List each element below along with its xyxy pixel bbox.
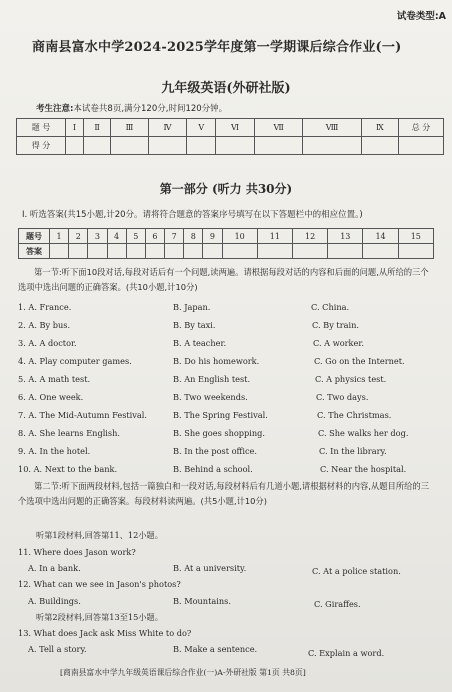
option-b[interactable]: B. At a university. bbox=[173, 563, 247, 573]
option-b[interactable]: B. The Spring Festival. bbox=[173, 410, 268, 420]
option-b[interactable]: B. In the post office. bbox=[173, 446, 258, 456]
score-cell[interactable] bbox=[399, 137, 444, 155]
option-c[interactable]: C. At a police station. bbox=[312, 566, 401, 576]
option-c[interactable]: C. Giraffes. bbox=[314, 599, 361, 609]
material-2-note: 听第2段材料,回答第13至15小题。 bbox=[36, 612, 163, 622]
answer-cell[interactable] bbox=[145, 244, 164, 259]
question-row bbox=[18, 446, 438, 466]
answer-cell[interactable] bbox=[398, 244, 433, 259]
notice bbox=[36, 102, 227, 114]
option-c[interactable]: C. A physics test. bbox=[315, 374, 387, 384]
answer-row-label: 答案 bbox=[19, 244, 50, 259]
score-cell[interactable] bbox=[254, 137, 302, 155]
question-11-stem: 11. Where does Jason work? bbox=[18, 547, 136, 557]
part-title: 第一部分 (听力 共30分) bbox=[159, 182, 293, 196]
option-b[interactable]: B. By taxi. bbox=[173, 320, 216, 330]
option-c[interactable]: C. The Christmas. bbox=[317, 410, 392, 420]
score-header-cell: Ⅳ bbox=[148, 119, 187, 137]
score-cell[interactable] bbox=[303, 137, 361, 155]
answer-cell[interactable] bbox=[257, 244, 292, 259]
option-b[interactable]: B. Japan. bbox=[173, 302, 211, 312]
option-b[interactable]: B. Two weekends. bbox=[173, 392, 248, 402]
answer-number: 8 bbox=[184, 229, 203, 244]
option-c[interactable]: C. China. bbox=[311, 302, 350, 312]
option-a[interactable]: 7. A. The Mid-Autumn Festival. bbox=[18, 410, 148, 420]
part1-instruction: 第一节:听下面10段对话,每段对话后有一个问题,读两遍。请根据每段对话的内容和后面的问题,从所给的三个选项中选出问题的正确答案。(共10小题,计10分) bbox=[18, 267, 429, 292]
answer-number: 14 bbox=[363, 229, 398, 244]
answer-cell[interactable] bbox=[222, 244, 257, 259]
answer-cell[interactable] bbox=[184, 244, 203, 259]
question-row bbox=[18, 374, 438, 394]
option-a[interactable]: A. In a bank. bbox=[28, 563, 81, 573]
answer-number: 15 bbox=[398, 229, 433, 244]
answer-number: 11 bbox=[257, 229, 292, 244]
option-b[interactable]: B. A teacher. bbox=[173, 338, 227, 348]
score-header-cell: 总 分 bbox=[399, 119, 444, 137]
answer-cell[interactable] bbox=[203, 244, 222, 259]
score-value-row bbox=[17, 137, 444, 155]
answer-cell[interactable] bbox=[165, 244, 184, 259]
answer-number: 1 bbox=[50, 229, 69, 244]
score-header-cell: 题 号 bbox=[17, 119, 66, 137]
option-c[interactable]: C. Go on the Internet. bbox=[314, 356, 405, 366]
answer-cell[interactable] bbox=[363, 244, 398, 259]
exam-type-label: 试卷类型:A bbox=[396, 11, 446, 22]
score-header-cell: Ⅶ bbox=[254, 119, 302, 137]
score-row-label: 得 分 bbox=[17, 137, 66, 155]
option-a[interactable]: 6. A. One week. bbox=[18, 392, 84, 402]
answer-number: 12 bbox=[292, 229, 327, 244]
score-header-cell: Ⅴ bbox=[187, 119, 216, 137]
question-row bbox=[18, 302, 438, 322]
score-header-cell: Ⅲ bbox=[111, 119, 148, 137]
answer-number: 4 bbox=[107, 229, 126, 244]
answer-number: 7 bbox=[165, 229, 184, 244]
answer-cell[interactable] bbox=[292, 244, 327, 259]
option-b[interactable]: B. Mountains. bbox=[173, 596, 231, 606]
part2-instruction: 第二节:听下面两段材料,包括一篇独白和一段对话,每段材料后有几道小题,请根据材料的内容,从题目所给的三个选项中选出问题的正确答案。每段材料读两遍。(共5小题,计10分) bbox=[18, 481, 430, 506]
option-b[interactable]: B. She goes shopping. bbox=[173, 428, 265, 438]
answer-number: 5 bbox=[126, 229, 145, 244]
answer-value-row bbox=[19, 244, 434, 259]
answer-number: 3 bbox=[88, 229, 107, 244]
answer-cell[interactable] bbox=[126, 244, 145, 259]
question-row bbox=[18, 338, 438, 358]
score-header-cell: Ⅷ bbox=[303, 119, 361, 137]
answer-table bbox=[18, 228, 434, 259]
option-c[interactable]: C. Two days. bbox=[316, 392, 369, 402]
score-header-cell: Ⅵ bbox=[216, 119, 255, 137]
option-a[interactable]: 4. A. Play computer games. bbox=[18, 356, 132, 366]
answer-number: 10 bbox=[222, 229, 257, 244]
option-b[interactable]: B. Behind a school. bbox=[173, 464, 253, 474]
score-header-cell: Ⅸ bbox=[361, 119, 398, 137]
option-c[interactable]: C. A worker. bbox=[313, 338, 364, 348]
question-row bbox=[18, 392, 438, 412]
option-c[interactable]: C. Near the hospital. bbox=[320, 464, 407, 474]
exam-title: 商南县富水中学2024-2025学年度第一学期课后综合作业(一) bbox=[32, 40, 402, 55]
answer-cell[interactable] bbox=[50, 244, 69, 259]
option-a[interactable]: 9. A. In the hotel. bbox=[18, 446, 91, 456]
option-a[interactable]: 8. A. She learns English. bbox=[18, 428, 121, 438]
answer-number: 9 bbox=[203, 229, 222, 244]
option-c[interactable]: C. By train. bbox=[312, 320, 360, 330]
question-row bbox=[18, 356, 438, 376]
score-cell[interactable] bbox=[361, 137, 398, 155]
score-header-cell: Ⅱ bbox=[83, 119, 111, 137]
exam-subtitle: 九年级英语(外研社版) bbox=[161, 81, 291, 96]
answer-number: 6 bbox=[145, 229, 164, 244]
option-a[interactable]: 5. A. A math test. bbox=[18, 374, 91, 384]
notice-label: 考生注意: bbox=[36, 104, 74, 114]
option-a[interactable]: A. Tell a story. bbox=[28, 644, 87, 654]
score-table bbox=[16, 118, 444, 155]
option-b[interactable]: B. Do his homework. bbox=[173, 356, 260, 366]
option-a[interactable]: 2. A. By bus. bbox=[18, 320, 71, 330]
score-cell[interactable] bbox=[216, 137, 255, 155]
answer-number: 2 bbox=[69, 229, 88, 244]
answer-number-row bbox=[19, 229, 434, 244]
section-title: Ⅰ. 听选答案(共15小题,计20分。请将符合题意的答案序号填写在以下答题栏中的相应位置。) bbox=[22, 210, 363, 220]
option-b[interactable]: B. An English test. bbox=[173, 374, 251, 384]
score-cell[interactable] bbox=[148, 137, 187, 155]
page-footer: [商南县富水中学九年级英语课后综合作业(一)A-外研社版 第1页 共8页] bbox=[60, 668, 306, 677]
answer-row-label: 题号 bbox=[19, 229, 50, 244]
question-row bbox=[18, 410, 438, 430]
option-a[interactable]: 10. A. Next to the bank. bbox=[18, 464, 118, 474]
option-c[interactable]: C. Explain a word. bbox=[308, 648, 385, 658]
score-cell[interactable] bbox=[66, 137, 84, 155]
option-a[interactable]: A. Buildings. bbox=[28, 596, 81, 606]
question-row bbox=[18, 320, 438, 340]
answer-cell[interactable] bbox=[328, 244, 363, 259]
answer-cell[interactable] bbox=[88, 244, 107, 259]
notice-text: 本试卷共8页,满分120分,时间120分钟。 bbox=[73, 104, 228, 114]
answer-cell[interactable] bbox=[69, 244, 88, 259]
question-13-stem: 13. What does Jack ask Miss White to do? bbox=[18, 628, 192, 638]
score-cell[interactable] bbox=[83, 137, 111, 155]
option-b[interactable]: B. Make a sentence. bbox=[173, 644, 258, 654]
score-cell[interactable] bbox=[187, 137, 216, 155]
score-header-cell: Ⅰ bbox=[66, 119, 84, 137]
material-1-note: 听第1段材料,回答第11、12小题。 bbox=[36, 530, 163, 540]
option-a[interactable]: 3. A. A doctor. bbox=[18, 338, 77, 348]
option-c[interactable]: C. In the library. bbox=[319, 446, 387, 456]
score-cell[interactable] bbox=[111, 137, 148, 155]
score-header-row bbox=[17, 119, 444, 137]
option-c[interactable]: C. She walks her dog. bbox=[318, 428, 409, 438]
answer-cell[interactable] bbox=[107, 244, 126, 259]
option-a[interactable]: 1. A. France. bbox=[18, 302, 72, 312]
answer-number: 13 bbox=[328, 229, 363, 244]
question-13-options bbox=[18, 644, 438, 664]
question-12-stem: 12. What can we see in Jason's photos? bbox=[18, 579, 181, 589]
question-row bbox=[18, 428, 438, 448]
